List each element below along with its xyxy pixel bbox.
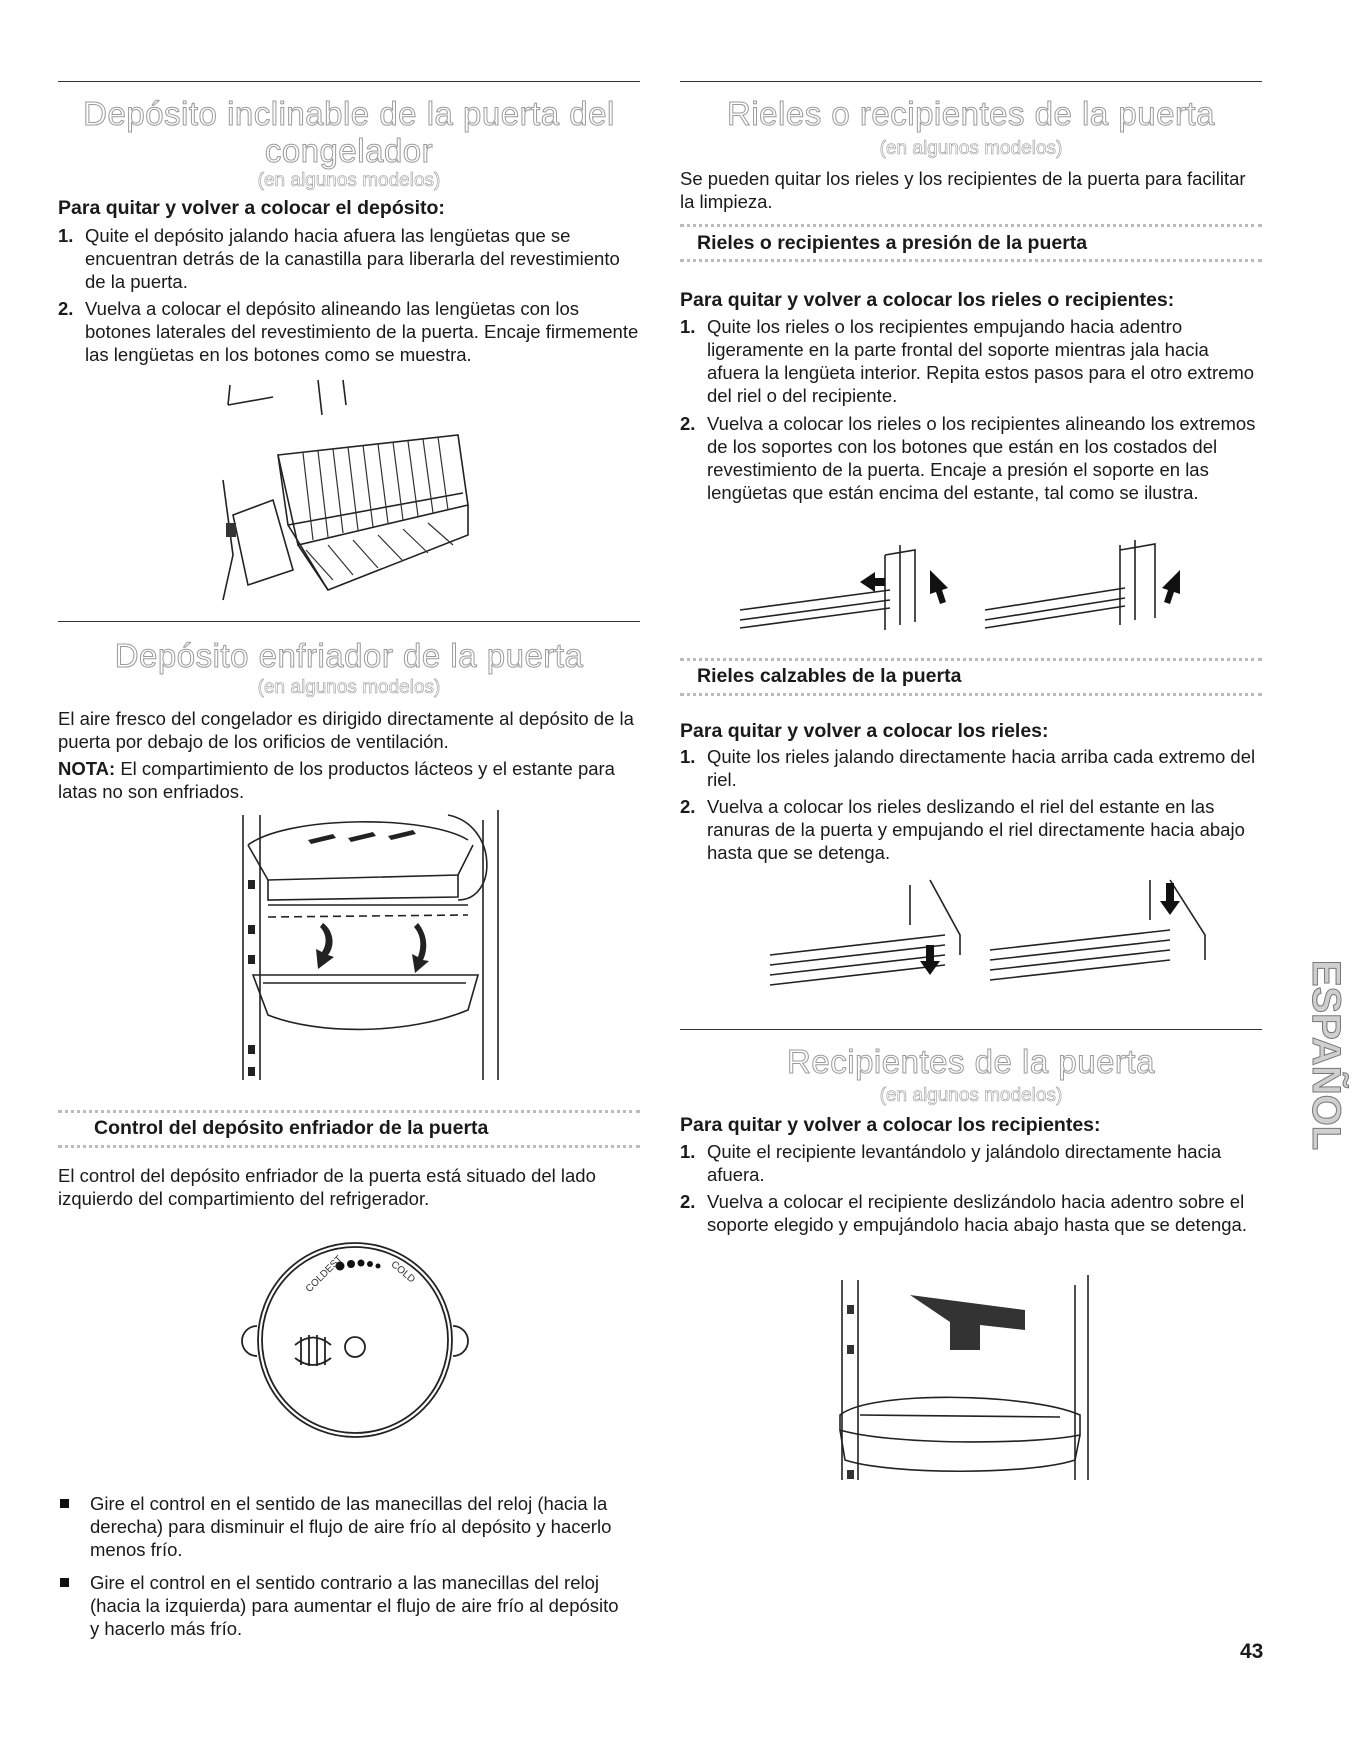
chiller-control-dial bbox=[243, 1240, 468, 1440]
svg-text:COLDEST: COLDEST bbox=[303, 1253, 345, 1295]
svg-text:COLD: COLD bbox=[388, 1259, 417, 1286]
bullet-item: Gire el control en el sentido de las manecillas del reloj (hacia la derecha) para disminuir el flujo de aire frío al depósito y hacerlo menos frío. bbox=[60, 1492, 630, 1561]
paragraph: El aire fresco del congelador es dirigido directamente al depósito de la puerta por debajo de los orificios de ventilación. bbox=[58, 708, 634, 752]
list-item: 2. Vuelva a colocar los rieles o los recipientes alineando los extremos de los soportes con los botones que están en los costados del revestimiento de la puerta. Encaje a presión el soporte en las lengüetas que están encima del estante, tal como se ilustra. bbox=[680, 413, 1256, 503]
paragraph: Se pueden quitar los rieles y los recipientes de la puerta para facilitar la limpieza. bbox=[680, 168, 1246, 212]
section-subtitle: (en algunos modelos) bbox=[879, 138, 1063, 159]
section-rule bbox=[58, 81, 640, 82]
list-item: 2. Vuelva a colocar el recipiente deslizándolo hacia adentro sobre el soporte elegido y empujándolo hacia abajo hasta que se detenga. bbox=[680, 1191, 1247, 1235]
bullet-marker bbox=[60, 1499, 69, 1508]
section-rule bbox=[680, 1029, 1262, 1030]
subsection-heading: Control del depósito enfriador de la puerta bbox=[94, 1117, 489, 1139]
slide-rails-illustration bbox=[750, 875, 1220, 1005]
list-item: 1. Quite el depósito jalando hacia afuera las lengüetas que se encuentran detrás de la canastilla para liberarla del revestimiento de la puerta. bbox=[58, 225, 620, 292]
section-title-door-bins: Recipientes de la puerta bbox=[787, 1043, 1155, 1080]
bullet-marker bbox=[60, 1578, 69, 1587]
subsection-heading: Rieles o recipientes a presión de la puerta bbox=[697, 232, 1088, 254]
language-side-tab bbox=[1290, 905, 1348, 1205]
snap-rails-illustration bbox=[740, 530, 1240, 650]
instruction-heading: Para quitar y volver a colocar los rieles o recipientes: bbox=[680, 289, 1175, 311]
section-title-door-rails: Rieles o recipientes de la puerta bbox=[727, 95, 1215, 132]
page-number: 43 bbox=[1240, 1640, 1264, 1663]
svg-text:ESPAÑOL: ESPAÑOL bbox=[1304, 959, 1348, 1151]
instruction-heading: Para quitar y volver a colocar los recipientes: bbox=[680, 1114, 1101, 1136]
section-subtitle: (en algunos modelos) bbox=[257, 677, 441, 698]
bullet-item: Gire el control en el sentido contrario a las manecillas del reloj (hacia la izquierda) para aumentar el flujo de aire frío al depósito y hacerlo más frío. bbox=[60, 1571, 630, 1640]
list-item: 2. Vuelva a colocar los rieles deslizando el riel del estante en las ranuras de la puerta y empujando el riel directamente hacia abajo hasta que se detenga. bbox=[680, 796, 1245, 863]
section-title-door-chiller: Depósito enfriador de la puerta bbox=[114, 637, 584, 674]
instruction-heading: Para quitar y volver a colocar el depósito: bbox=[58, 197, 445, 219]
section-rule bbox=[58, 621, 640, 622]
list-item: 1. Quite el recipiente levantándolo y jalándolo directamente hacia afuera. bbox=[680, 1141, 1222, 1185]
note-paragraph: NOTA: El compartimiento de los productos lácteos y el estante para latas no son enfriados. bbox=[58, 758, 615, 802]
section-title-freezer-bin-line2: congelador bbox=[264, 132, 434, 169]
section-rule bbox=[680, 81, 1262, 82]
section-subtitle: (en algunos modelos) bbox=[257, 170, 441, 191]
freezer-bin-illustration bbox=[218, 375, 478, 600]
instruction-heading: Para quitar y volver a colocar los rieles: bbox=[680, 720, 1049, 742]
door-bin-illustration bbox=[830, 1275, 1100, 1485]
list-item: 2. Vuelva a colocar el depósito alineando las lengüetas con los botones laterales del revestimiento de la puerta. Encaje firmemente las lengüetas en los botones como se muestra. bbox=[58, 298, 639, 365]
list-item: 1. Quite los rieles o los recipientes empujando hacia adentro ligeramente en la parte frontal del soporte mientras jala hacia afuera la lengüeta interior. Repita estos pasos para el otro extremo del riel o del recipiente. bbox=[680, 316, 1255, 406]
section-subtitle: (en algunos modelos) bbox=[879, 1085, 1063, 1106]
door-chiller-illustration bbox=[228, 805, 528, 1085]
list-item: 1. Quite los rieles jalando directamente hacia arriba cada extremo del riel. bbox=[680, 746, 1256, 790]
paragraph: El control del depósito enfriador de la puerta está situado del lado izquierdo del compartimiento del refrigerador. bbox=[58, 1165, 596, 1209]
section-title-freezer-bin: Depósito inclinable de la puerta del bbox=[83, 95, 615, 132]
subsection-heading: Rieles calzables de la puerta bbox=[697, 665, 962, 687]
